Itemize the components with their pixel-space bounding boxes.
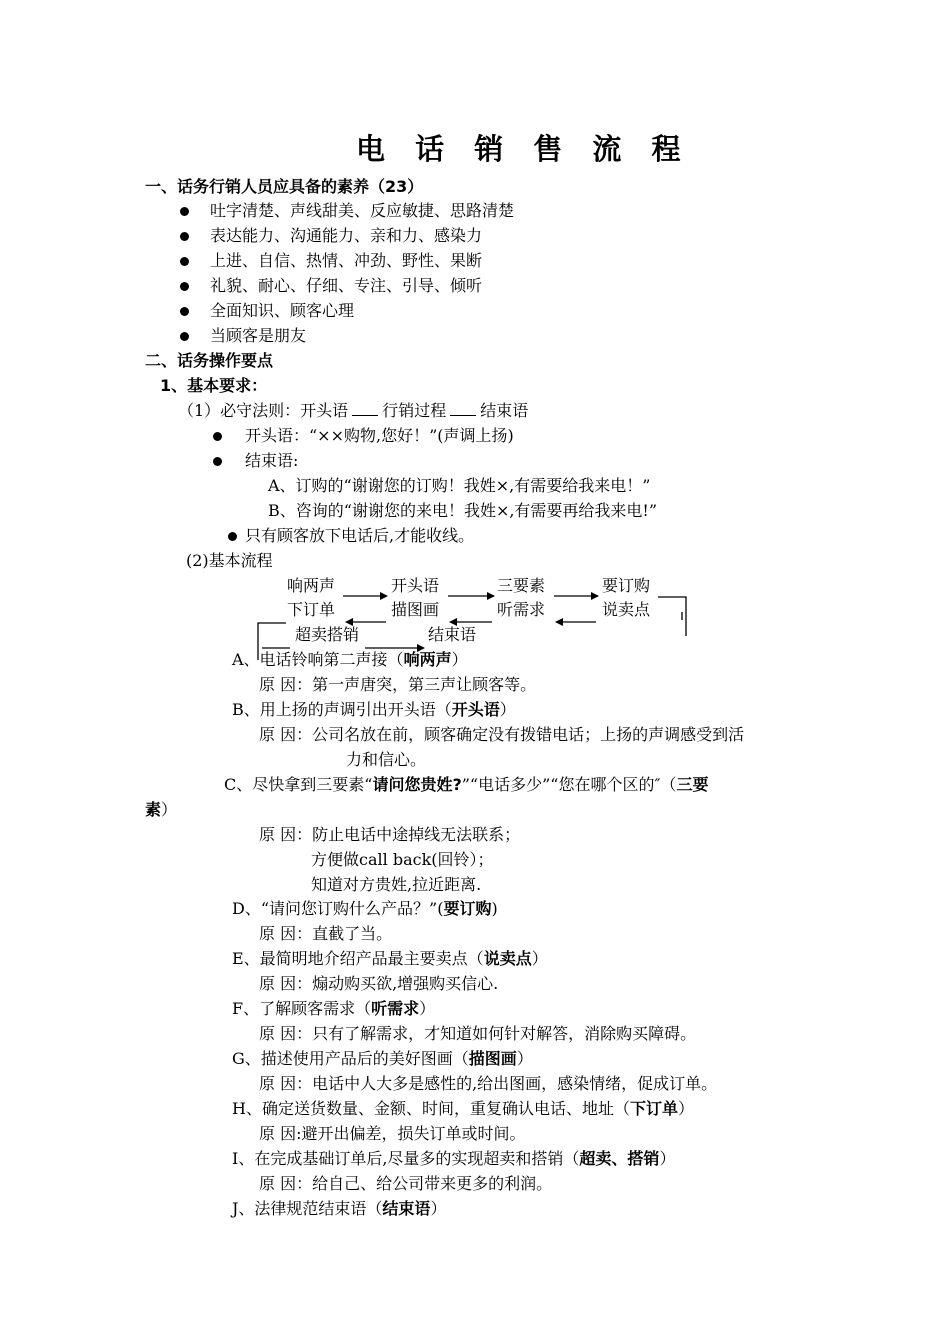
flow-node: 开头语: [391, 576, 440, 595]
step-c-reason-2: 方便做call back(回铃）；: [311, 850, 494, 869]
bullet-item: 表达能力、沟通能力、亲和力、感染力: [210, 226, 483, 245]
step-d-reason: 原 因：直截了当。: [259, 924, 393, 943]
flow-node: 下订单: [287, 600, 336, 619]
closing-label: 结束语:: [245, 451, 299, 470]
step-a-reason: 原 因：第一声唐突，第三声让顾客等。: [259, 675, 537, 694]
step-h-reason: 原 因:避开出偏差，损失订单或时间。: [259, 1124, 526, 1143]
step-g: G、描述使用产品后的美好图画（描图画）: [232, 1049, 533, 1068]
page-title: 电 话 销 售 流 程: [356, 132, 691, 166]
flow-node: 响两声: [287, 576, 336, 595]
step-c-reason: 原 因：防止电话中途掉线无法联系；: [259, 825, 521, 844]
step-f-reason: 原 因：只有了解需求，才知道如何针对解答，消除购买障碍。: [259, 1024, 697, 1043]
section-1-heading: 一、话务行销人员应具备的素养（23）: [145, 177, 424, 196]
flow-node: 三要素: [497, 576, 546, 595]
step-b-reason-cont: 力和信心。: [346, 750, 427, 769]
flow-node: 说卖点: [602, 600, 651, 619]
step-e-reason: 原 因：煽动购买欲,增强购买信心.: [259, 974, 499, 993]
step-b-reason: 原 因：公司名放在前，顾客确定没有拨错电话；上扬的声调感受到活: [259, 725, 745, 744]
rule-end: 结束语: [480, 401, 529, 420]
step-e: E、最简明地介绍产品最主要卖点（说卖点）: [232, 949, 548, 968]
step-c-reason-3: 知道对方贵姓,拉近距离.: [311, 875, 482, 894]
step-a: A、电话铃响第二声接（响两声）: [232, 650, 468, 669]
step-c-wrap: 素）: [145, 800, 178, 819]
step-f: F、了解顾客需求（听需求）: [232, 999, 436, 1018]
bullet-item: 吐字清楚、声线甜美、反应敏捷、思路清楚: [210, 201, 515, 220]
step-c: C、尽快拿到三要素“请问您贵姓?”“电话多少”“您在哪个区的″（三要: [224, 775, 709, 794]
step-b: B、用上扬的声调引出开头语（开头语）: [232, 700, 516, 719]
step-j: J、法律规范结束语（结束语）: [232, 1199, 447, 1218]
flow-node: 结束语: [428, 625, 477, 644]
subsection-heading: 1、基本要求：: [160, 376, 268, 395]
flow-node: 描图画: [391, 600, 440, 619]
step-i-reason: 原 因：给自己、给公司带来更多的利润。: [259, 1174, 553, 1193]
flow-node: 要订购: [602, 576, 651, 595]
hangup-rule: 只有顾客放下电话后,才能收线。: [245, 526, 475, 545]
flow-node: 超卖搭销: [295, 625, 360, 644]
flow-title: (2)基本流程: [186, 551, 273, 570]
step-d: D、“请问您订购什么产品？”(要订购): [232, 899, 498, 918]
rule-start: （1）必守法则：开头语: [178, 401, 349, 420]
step-i: I、在完成基础订单后,尽量多的实现超卖和搭销（超卖、搭销）: [232, 1149, 676, 1168]
bullet-item: 当顾客是朋友: [210, 326, 307, 345]
section-2-heading: 二、话务操作要点: [145, 351, 274, 370]
bullet-item: 上进、自信、热情、冲劲、野性、果断: [210, 251, 483, 270]
bullet-item: 礼貌、耐心、仔细、专注、引导、倾听: [210, 276, 483, 295]
opening-line: 开头语：“××购物,您好！”(声调上扬): [245, 426, 514, 445]
step-g-reason: 原 因：电话中人大多是感性的,给出图画，感染情绪，促成订单。: [259, 1074, 718, 1093]
step-h: H、确定送货数量、金额、时间，重复确认电话、地址（下订单）: [232, 1099, 694, 1118]
rule-mid: 行销过程: [382, 401, 447, 420]
bullet-item: 全面知识、顾客心理: [210, 301, 355, 320]
flow-node: 听需求: [497, 600, 546, 619]
closing-a: A、订购的“谢谢您的订购！我姓×,有需要给我来电！”: [268, 476, 651, 495]
closing-b: B、咨询的“谢谢您的来电！我姓×,有需要再给我来电!”: [268, 501, 658, 520]
